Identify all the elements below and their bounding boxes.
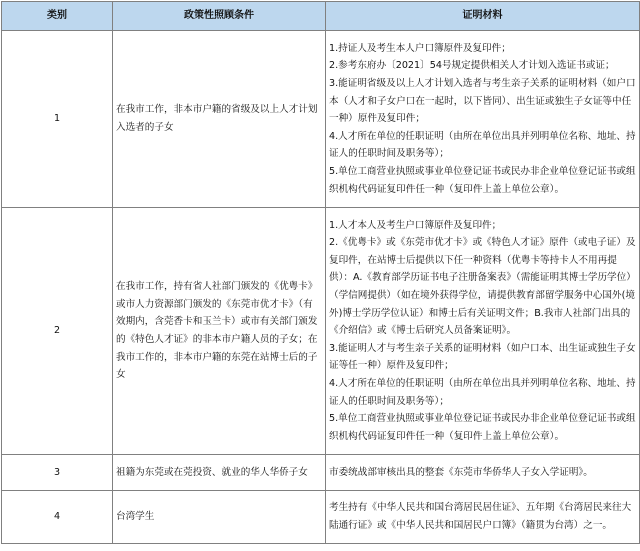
header-condition: 政策性照顾条件 (113, 2, 326, 31)
table-row (2, 455, 640, 491)
materials-cell (326, 455, 640, 491)
material-item: 3.能证明人才与考生亲子关系的证明材料（如户口本、出生证或独生子女证等任一种）原件及复印件； (329, 342, 636, 372)
header-materials: 证明材料 (326, 2, 640, 31)
material-item: 考生持有《中华人民共和国台湾居民居住证》、五年期《台湾居民来往大陆通行证》或《中华人民共和国居民户口簿》（籍贯为台湾）之一。 (329, 502, 632, 531)
category-cell: 3 (2, 455, 113, 491)
category-cell: 2 (2, 208, 113, 455)
materials-cell (326, 491, 640, 544)
table-row (2, 31, 640, 208)
condition-cell: 台湾学生 (113, 491, 326, 544)
table-row (2, 208, 640, 455)
condition-cell: 在我市工作，持有省人社部门颁发的《优粤卡》或市人力资源部门颁发的《东莞市优才卡》（有效期内，含莞香卡和玉兰卡）或市有关部门颁发的《特色人才证》的非本市户籍人员的子女；在我市工作的，非本市户籍的东莞在站博士后的子女 (113, 208, 326, 455)
condition-cell: 在我市工作，非本市户籍的省级及以上人才计划入选者的子女 (113, 31, 326, 208)
material-item: 市委统战部审核出具的整套《东莞市华侨华人子女入学证明》。 (329, 466, 593, 478)
policy-table (1, 1, 640, 544)
material-item: 4.人才所在单位的任职证明（由所在单位出具并列明单位名称、地址、持证人的任职时间及职务等）； (329, 377, 636, 407)
material-item: 2.参考东府办〔2021〕54号规定提供相关人才计划入选证书或证； (329, 60, 615, 72)
material-item: 3.能证明省级及以上人才计划入选者与考生亲子关系的证明材料（如户口本（人才和子女户口在一起时，以下皆同）、出生证或独生子女证等中任一种）原件及复印件； (329, 78, 636, 125)
materials-cell (326, 208, 640, 455)
material-item: 2.《优粤卡》或《东莞市优才卡》或《特色人才证》原件（或电子证）及复印件，在站博士后提供以下任一种资料（优粤卡等持卡人不用再提供）：A.《教育部学历证书电子注册备案表》（需能证明其博士学历学位）（学信网提供）（如在境外获得学位，请提供教育部留学服务中心国外(境外)博士学历学位认证）和博士后有关证明文件；B.我市人社部门出具的《介绍信》或《博士后研究人员备案证明》。 (329, 237, 636, 337)
materials-cell (326, 31, 640, 208)
material-item: 5.单位工商营业执照或事业单位登记证书或民办非企业单位登记证书或组织机构代码证复印件任一种（复印件上盖上单位公章）。 (329, 165, 636, 195)
material-item: 1.人才本人及考生户口簿原件及复印件； (329, 219, 502, 231)
header-row (2, 2, 640, 31)
table-row (2, 491, 640, 544)
material-item: 1.持证人及考生本人户口簿原件及复印件； (329, 42, 511, 54)
condition-cell: 祖籍为东莞或在莞投资、就业的华人华侨子女 (113, 455, 326, 491)
material-item: 4.人才所在单位的任职证明（由所在单位出具并列明单位名称、地址、持证人的任职时间及职务等）； (329, 130, 636, 160)
category-cell: 1 (2, 31, 113, 208)
header-category: 类别 (2, 2, 113, 31)
material-item: 5.单位工商营业执照或事业单位登记证书或民办非企业单位登记证书或组织机构代码证复印件任一种（复印件上盖上单位公章）。 (329, 413, 636, 442)
category-cell: 4 (2, 491, 113, 544)
